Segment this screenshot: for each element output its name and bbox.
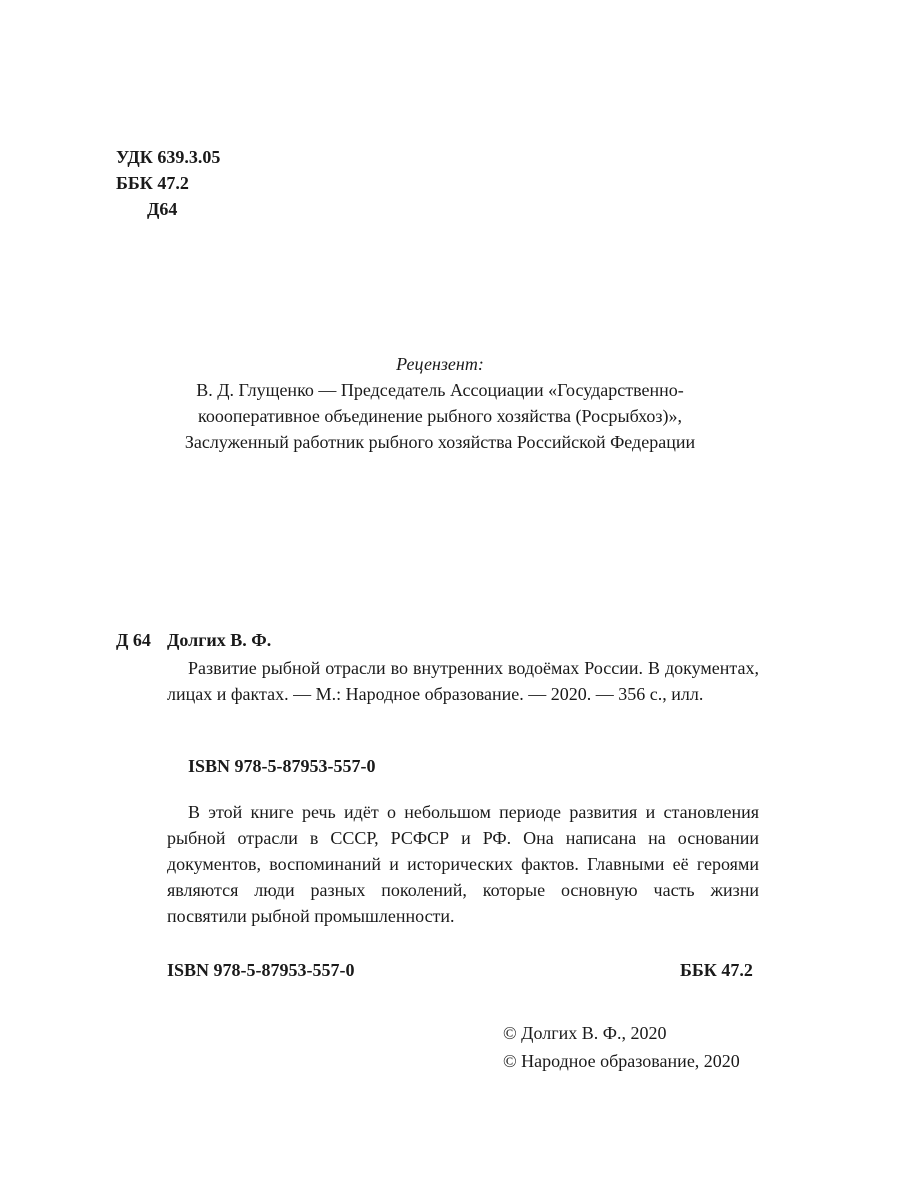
entry-description: Развитие рыбной отрасли во внутренних водоёмах России. В документах, лицах и фактах. — М.: Народное образование. — 2020. — 356 с., илл.: [167, 658, 759, 704]
entry-code: Д 64: [116, 630, 151, 650]
reviewer-line: Заслуженный работник рыбного хозяйства Российской Федерации: [184, 432, 696, 452]
udk-code: УДК 639.3.05: [116, 147, 221, 167]
bbk-code: ББК 47.2: [116, 173, 189, 193]
copyright-line: © Народное образование, 2020: [503, 1051, 740, 1071]
footer-bbk: ББК 47.2: [680, 960, 753, 980]
reviewer-block: [130, 351, 750, 455]
entry-isbn: ISBN 978-5-87953-557-0: [188, 756, 376, 776]
reviewer-heading: Рецензент:: [396, 354, 484, 374]
author-code: Д64: [147, 199, 178, 219]
reviewer-line: коооперативное объединение рыбного хозяйства (Росрыбхоз)»,: [198, 406, 682, 426]
entry-author: Долгих В. Ф.: [167, 630, 272, 650]
copyright-line: © Долгих В. Ф., 2020: [503, 1023, 667, 1043]
footer-isbn: ISBN 978-5-87953-557-0: [167, 960, 355, 980]
annotation-paragraph: В этой книге речь идёт о небольшом периоде развития и становления рыбной отрасли в СССР, РСФСР и РФ. Она написана на основании документов, воспоминаний и исторических фактов. Главными её героями являются люди разных поколений, которые основную часть жизни посвятили рыбной промышленности.: [167, 802, 759, 926]
copyright-block: [503, 1019, 740, 1075]
reviewer-line: В. Д. Глущенко — Председатель Ассоциации «Государственно-: [196, 380, 684, 400]
